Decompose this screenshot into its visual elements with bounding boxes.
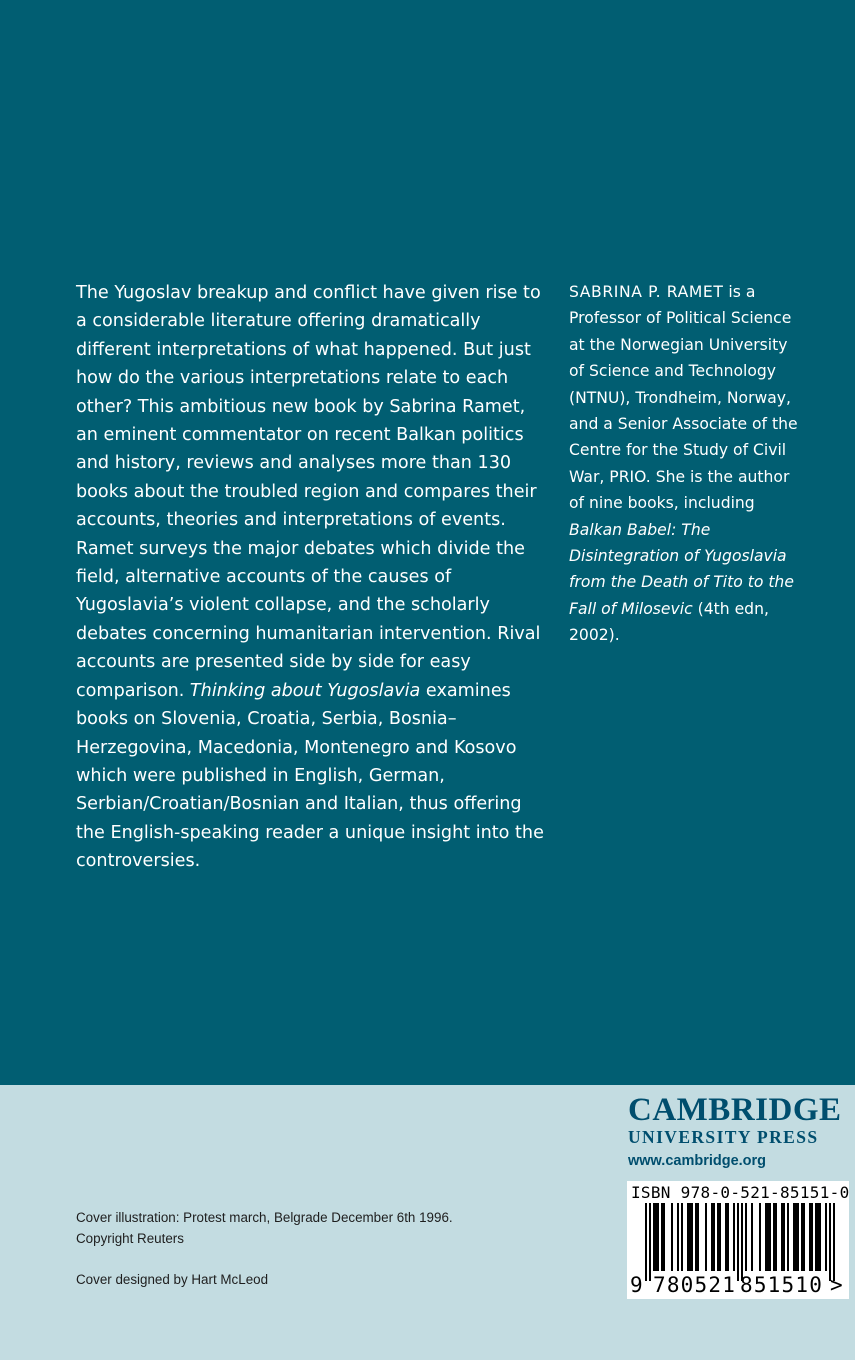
barcode-bar [655,1203,657,1271]
barcode-bar [719,1203,721,1271]
author-bio [569,279,799,649]
barcode-bar [759,1203,761,1271]
author-bio-text-end: (4th edn, 2002). [569,599,769,645]
barcode-bar [741,1203,743,1281]
barcode-bar [793,1203,795,1271]
author-bio-text: is a Professor of Political Science at the Norwegian University of Science and Technology (NTNU), Trondheim, Norway, and a Senior Associate of the Centre for the Study of Civil War, PRIO. She is the author of nine books, including [569,283,798,513]
barcode-bar [769,1203,771,1271]
barcode-bar [809,1203,811,1271]
barcode-bar [781,1203,783,1271]
barcode-bar [811,1203,813,1271]
barcode-digit-first: 9 [630,1273,643,1297]
barcode-bar [681,1203,683,1271]
barcode-bar [677,1203,679,1271]
cover-designer-credit: Cover designed by Hart McLeod [76,1272,269,1287]
description-text: The Yugoslav breakup and conflict have given rise to a considerable literature offering dramatically different interpretations of what happened. But just how do the various interpretations relate to each other? This ambitious new book by Sabrina Ramet, an eminent commentator on recent Balkan politics and history, reviews and analyses more than 130 books about the troubled region and compares their accounts, theories and interpretations of events. Ramet surveys the major debates which divide the field, alternative accounts of the causes of Yugoslavia’s violent collapse, and the scholarly debates concerning humanitarian intervention. Rival accounts are presented side by side for easy comparison. [76,283,541,701]
author-previous-book-title: Balkan Babel: The Disintegration of Yugoslavia from the Death of Tito to the Fall of Milosevic [569,520,794,618]
barcode-bar [705,1203,707,1271]
barcode-bar [819,1203,821,1271]
barcode-bar [737,1203,739,1281]
barcode-bar [797,1203,799,1271]
copyright-line: Copyright Reuters [76,1231,184,1246]
barcode-bar [745,1203,747,1271]
barcode-bar [783,1203,785,1271]
barcode-bar [661,1203,663,1271]
cover-illustration-credit [76,1207,453,1249]
barcode-bar [649,1203,651,1281]
barcode-bar [713,1203,715,1271]
publisher-name: CAMBRIDGE [628,1092,842,1128]
barcode-bar [767,1203,769,1271]
barcode-bar [657,1203,659,1271]
barcode-bars [627,1203,849,1281]
barcode-bar [795,1203,797,1271]
barcode-bar [829,1203,831,1281]
barcode-bar [663,1203,665,1271]
barcode-bar [817,1203,819,1271]
barcode-bar [717,1203,719,1271]
barcode-bar [691,1203,693,1271]
barcode-bar [695,1203,697,1271]
barcode-bar [733,1203,735,1271]
barcode-bar [671,1203,673,1271]
barcode-bar [711,1203,713,1271]
barcode-bar [765,1203,767,1271]
barcode-bar [725,1203,727,1271]
barcode-digits-left: 780521 [653,1273,737,1297]
barcode-bar [787,1203,789,1271]
description-text-continued: examines books on Slovenia, Croatia, Serbia, Bosnia–Herzegovina, Macedonia, Montenegro and Kosovo which were published in English, German, Serbian/Croatian/Bosnian and Italian, thus offering the English-speaking reader a unique insight into the controversies. [76,680,544,872]
publisher-subname: UNIVERSITY PRESS [628,1127,819,1147]
publisher-url: www.cambridge.org [628,1153,767,1169]
isbn-label: ISBN 978-0-521-85151-0 [631,1183,850,1202]
barcode-bar [801,1203,803,1271]
barcode-bar [815,1203,817,1271]
barcode-bar [727,1203,729,1271]
description-book-title: Thinking about Yugoslavia [189,680,421,701]
barcode-bar [697,1203,699,1271]
barcode-bar [825,1203,827,1271]
barcode-bar [687,1203,689,1271]
barcode-bar [751,1203,753,1271]
barcode-bar [653,1203,655,1271]
barcode-quiet-mark: > [830,1273,843,1297]
barcode-bar [773,1203,775,1271]
barcode-bar [689,1203,691,1271]
barcode-bar [645,1203,647,1281]
barcode-digits-right: 851510 [740,1273,824,1297]
author-name: SABRINA P. RAMET [569,283,724,301]
illustration-credit-line: Cover illustration: Protest march, Belgrade December 6th 1996. [76,1210,453,1225]
barcode-bar [803,1203,805,1271]
publisher-logo [628,1093,850,1169]
book-description [76,279,550,876]
barcode-bar [833,1203,835,1281]
isbn-barcode [627,1181,849,1299]
barcode-bar [775,1203,777,1271]
